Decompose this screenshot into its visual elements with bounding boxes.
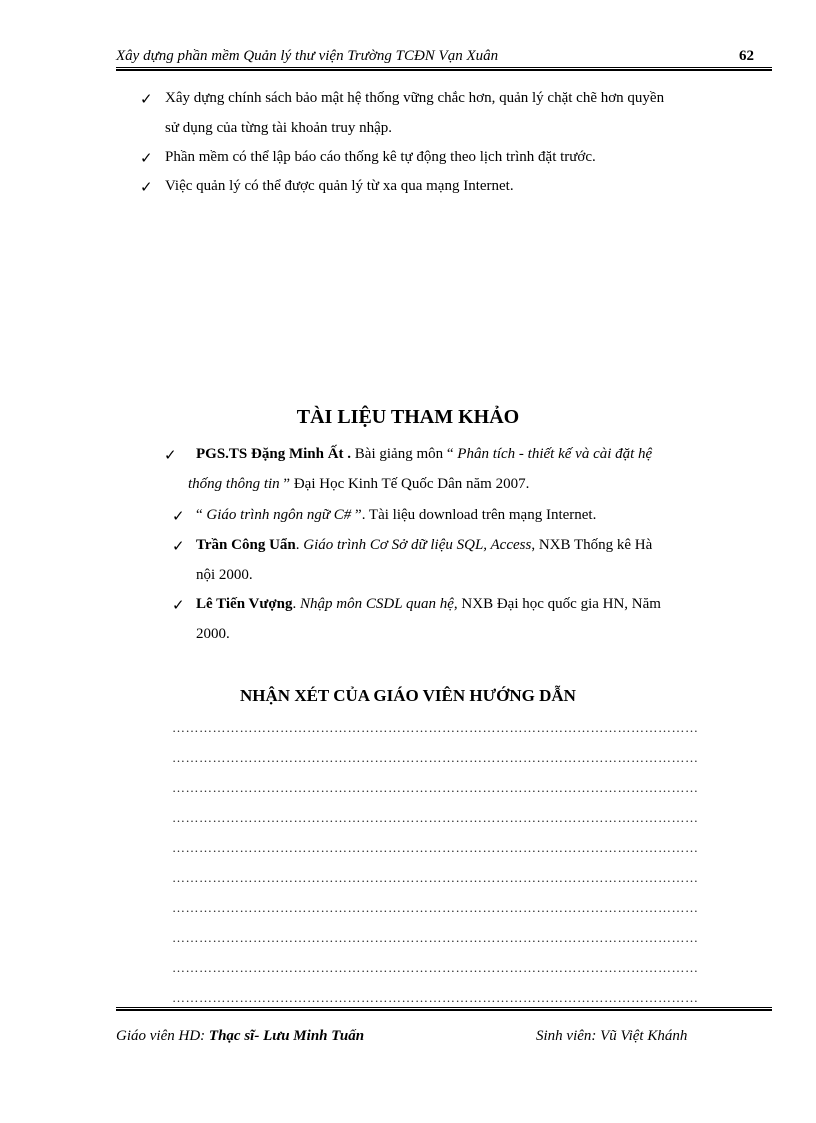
comment-line: ……………………………………………………………………………………………………… [172, 720, 699, 735]
comment-line: ……………………………………………………………………………………………………… [172, 870, 699, 885]
page-number: 62 [739, 48, 754, 64]
bullet-text: Việc quản lý có thể được quản lý từ xa qua mạng Internet. [165, 178, 514, 194]
references-title: TÀI LIỆU THAM KHẢO [296, 406, 520, 428]
reference-item-cont: 2000. [196, 626, 230, 642]
comment-line: ……………………………………………………………………………………………………… [172, 810, 699, 825]
reference-text: ” Đại Học Kinh Tế Quốc Dân năm 2007. [283, 476, 530, 492]
comment-line: ……………………………………………………………………………………………………… [172, 930, 699, 945]
reference-text: . [295, 537, 304, 553]
check-icon: ✓ [172, 507, 185, 525]
reference-item [196, 507, 596, 524]
reference-work: thống thông tin [188, 476, 280, 492]
reference-work: Giáo trình Cơ Sở dữ liệu SQL, Access [303, 537, 532, 553]
reference-author: PGS.TS Đặng Minh Ất . [196, 446, 352, 462]
reference-item [196, 537, 652, 554]
reference-work: Nhập môn CSDL quan hệ [300, 596, 454, 612]
reference-work: Giáo trình ngôn ngữ C# [206, 507, 352, 523]
footer-rule [116, 1007, 772, 1011]
comment-line: ……………………………………………………………………………………………………… [172, 990, 699, 1005]
bullet-text: Phần mềm có thể lập báo cáo thống kê tự động theo lịch trình đặt trước. [165, 149, 596, 165]
reference-work: Phân tích - thiết kế và cài đặt hệ [457, 446, 653, 462]
footer-student: Sinh viên: Vũ Việt Khánh [536, 1028, 688, 1044]
reference-item-cont [188, 476, 529, 493]
comment-line: ……………………………………………………………………………………………………… [172, 840, 699, 855]
bullet-text: Xây dựng chính sách bảo mật hệ thống vững chắc hơn, quản lý chặt chẽ hơn quyền [165, 90, 665, 106]
header-rule [116, 67, 772, 71]
reference-text: “ [196, 507, 207, 523]
page-header [116, 48, 772, 70]
reference-item-cont: nội 2000. [196, 567, 253, 583]
comment-line: ……………………………………………………………………………………………………… [172, 900, 699, 915]
teacher-label: Giáo viên HD: [116, 1028, 209, 1044]
check-icon: ✓ [172, 596, 185, 614]
teacher-name: Thạc sĩ- Lưu Minh Tuấn [208, 1028, 365, 1044]
reference-text: , NXB Thống kê Hà [531, 537, 653, 553]
check-icon: ✓ [140, 90, 153, 108]
reference-text: Bài giảng môn “ [351, 446, 458, 462]
reference-text: , NXB Đại học quốc gia HN, Năm [453, 596, 661, 612]
comment-line: ……………………………………………………………………………………………………… [172, 960, 699, 975]
reference-item [196, 596, 661, 613]
reference-text: ”. Tài liệu download trên mạng Internet. [351, 507, 597, 523]
reference-text: . [292, 596, 301, 612]
check-icon: ✓ [140, 178, 153, 196]
check-icon: ✓ [140, 149, 153, 167]
comment-line: ……………………………………………………………………………………………………… [172, 780, 699, 795]
header-title: Xây dựng phần mềm Quản lý thư viện Trường TCĐN Vạn Xuân [116, 48, 499, 64]
comments-title: NHẬN XÉT CỦA GIÁO VIÊN HƯỚNG DẪN [240, 686, 576, 705]
comment-line: ……………………………………………………………………………………………………… [172, 750, 699, 765]
reference-author: Trần Công Uẩn [196, 537, 296, 553]
reference-item [196, 446, 652, 463]
check-icon: ✓ [172, 537, 185, 555]
check-icon: ✓ [164, 446, 177, 464]
footer-teacher [116, 1028, 364, 1045]
reference-author: Lê Tiến Vượng [196, 596, 293, 612]
bullet-text: sử dụng của từng tài khoản truy nhập. [165, 120, 393, 136]
